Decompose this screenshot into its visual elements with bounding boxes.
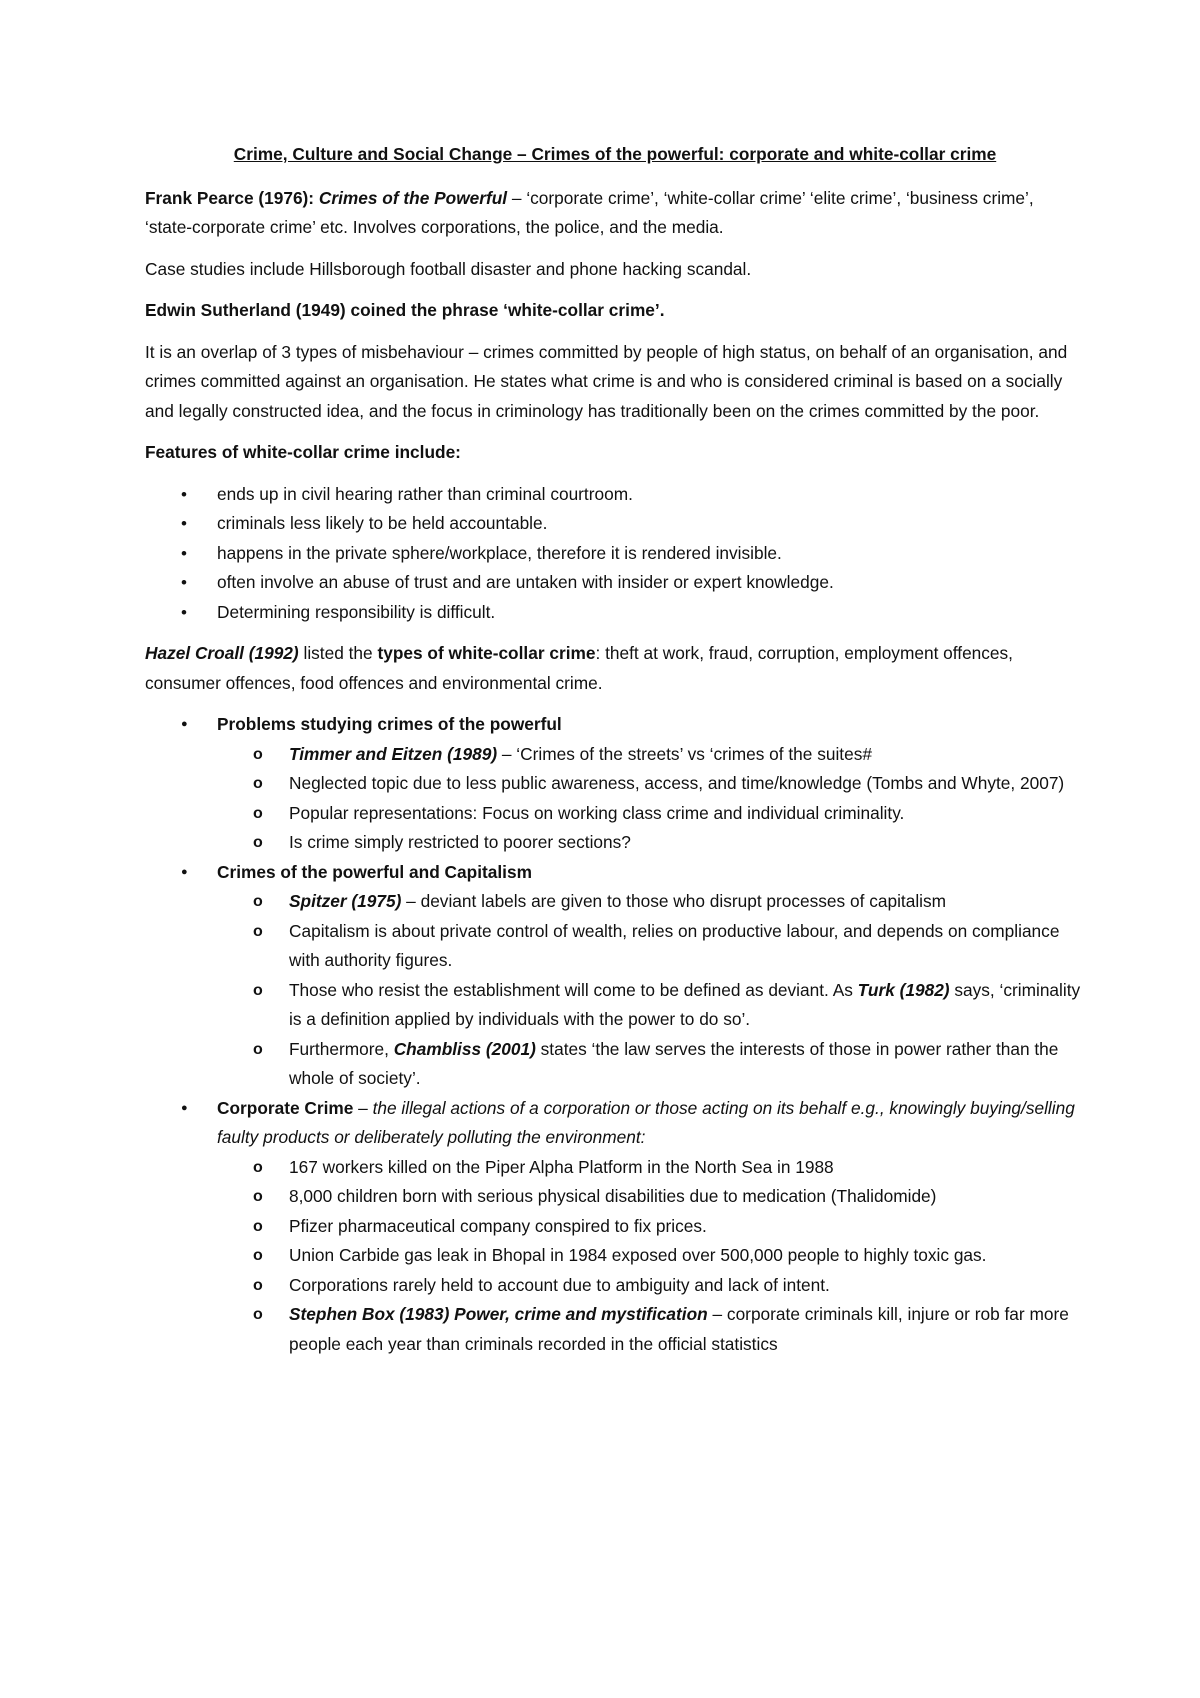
pearce-work: Crimes of the Powerful [318,187,508,208]
document-page [145,140,1085,1359]
list-item-text: – corporate criminals kill, injure or rob far more people each year than criminals recorded in the official statistics [289,1304,1069,1354]
pearce-paragraph [145,184,1085,243]
list-item-capitalism [145,858,1085,1094]
list-item-text: – deviant labels are given to those who disrupt processes of capitalism [401,891,947,911]
list-item-problems [145,710,1085,858]
list-item-text: Those who resist the establishment will come to be defined as deviant. As [289,979,858,1000]
list-item: • happens in the private sphere/workplace, therefore it is rendered invisible. [145,539,1085,569]
document-title: Crime, Culture and Social Change – Crimes of the powerful: corporate and white-collar crime [233,144,997,164]
corporate-dash: – [353,1097,373,1118]
list-item-corporate [145,1094,1085,1360]
capitalism-sublist [217,887,1085,1094]
problems-heading: Problems studying crimes of the powerful [217,714,562,734]
list-item: • ends up in civil hearing rather than criminal courtroom. [145,480,1085,510]
list-item: o Union Carbide gas leak in Bhopal in 1984 exposed over 500,000 people to highly toxic gas. [145,1241,1085,1271]
case-studies-paragraph: Case studies include Hillsborough football disaster and phone hacking scandal. [145,258,752,279]
problems-sublist [217,740,1085,858]
turk-name: Turk (1982) [857,979,950,1000]
corporate-definition: the illegal actions of a corporation or those acting on its behalf e.g., knowingly buying/selling faulty products or deliberately polluting the environment: [217,1097,1075,1147]
timmer-eitzen-name: Timmer and Eitzen (1989) [289,743,498,764]
list-item: o Is crime simply restricted to poorer sections? [145,828,1085,858]
list-item [145,887,1085,917]
features-heading: Features of white-collar crime include: [145,442,461,462]
spitzer-name: Spitzer (1975) [289,891,402,911]
list-item: o Neglected topic due to less public awareness, access, and time/knowledge (Tombs and Whyte, 2007) [145,769,1085,799]
list-item: o 167 workers killed on the Piper Alpha Platform in the North Sea in 1988 [145,1153,1085,1183]
list-item: • Determining responsibility is difficult. [145,598,1085,628]
list-item: o Popular representations: Focus on working class crime and individual criminality. [145,799,1085,829]
list-item: o Corporations rarely held to account due to ambiguity and lack of intent. [145,1271,1085,1301]
croall-types: types of white-collar crime [377,643,596,663]
list-item-text: states ‘the law serves the interests of those in power rather than the whole of society’. [289,1038,1059,1088]
list-item-text: Furthermore, [289,1038,394,1059]
list-item: o 8,000 children born with serious physical disabilities due to medication (Thalidomide) [145,1182,1085,1212]
pearce-name: Frank Pearce (1976): [145,187,315,208]
list-item [145,976,1085,1035]
capitalism-heading: Crimes of the powerful and Capitalism [217,861,532,882]
croall-paragraph [145,639,1085,698]
list-item: o Pfizer pharmaceutical company conspired to fix prices. [145,1212,1085,1242]
list-item [145,1035,1085,1094]
list-item-text: says, ‘criminality is a definition applied by individuals with the power to do so’. [289,979,1081,1029]
sutherland-paragraph: Edwin Sutherland (1949) coined the phrase ‘white-collar crime’. [145,300,665,320]
main-topics-list [145,710,1085,1359]
pearce-text: – ‘corporate crime’, ‘white-collar crime’ ‘elite crime’, ‘business crime’, ‘state-corporate crime’ etc. Involves corporations, the police, and the media. [145,187,1034,237]
list-item: • often involve an abuse of trust and are untaken with insider or expert knowledge. [145,568,1085,598]
list-item: o Capitalism is about private control of wealth, relies on productive labour, and depends on compliance with authority figures. [145,917,1085,976]
list-item [145,740,1085,770]
list-item [145,1300,1085,1359]
overlap-paragraph: It is an overlap of 3 types of misbehaviour – crimes committed by people of high status, on behalf of an organisation, and crimes committed against an organisation. He states what crime is and who is considered criminal is based on a socially and legally constructed idea, and the focus in criminology has traditionally been on the crimes committed by the poor. [145,341,1068,421]
list-item: • criminals less likely to be held accountable. [145,509,1085,539]
features-list [145,480,1085,628]
corporate-heading: Corporate Crime [217,1097,354,1118]
croall-name: Hazel Croall (1992) [145,643,299,663]
croall-text: : theft at work, fraud, corruption, employment offences, consumer offences, food offences and environmental crime. [145,643,1013,693]
list-item-text: – ‘Crimes of the streets’ vs ‘crimes of the suites# [497,743,872,764]
croall-mid: listed the [298,643,378,663]
chambliss-name: Chambliss (2001) [393,1038,536,1059]
corporate-sublist [217,1153,1085,1360]
box-name: Stephen Box (1983) Power, crime and mystification [289,1304,708,1324]
